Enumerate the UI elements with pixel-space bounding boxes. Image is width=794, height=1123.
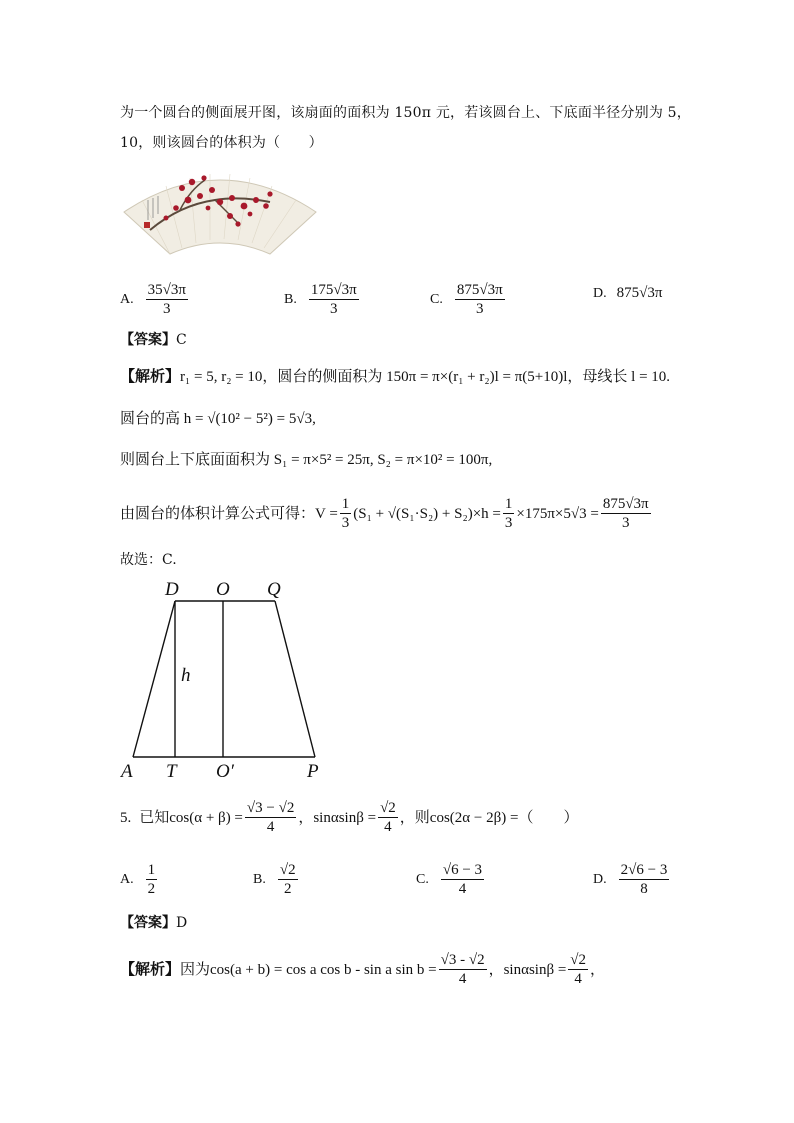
q4-analysis-line2: 圆台的高 h = √(10² − 5²) = 5√3, xyxy=(120,411,316,427)
q5-choice-d[interactable] xyxy=(593,862,671,897)
q4-analysis-line3: 则圆台上下底面面积为 S₁ = π×5² = 25π, S₂ = π×10² = 100π, xyxy=(120,452,493,468)
three: 3 xyxy=(341,515,350,531)
choice-label: A. xyxy=(120,871,134,887)
choice-numerator: √2 xyxy=(279,862,296,878)
choice-denominator: 3 xyxy=(476,301,484,317)
choice-denominator: 3 xyxy=(330,301,338,317)
answer-tag: 【答案】 xyxy=(120,915,176,931)
choice-numerator: √6 − 3 xyxy=(442,862,483,878)
choice-label: B. xyxy=(253,871,266,887)
q5-number: 5. xyxy=(120,809,132,826)
analysis-text: r₁ = 5, r₂ = 10，圆台的侧面积为 150π = π×(r₁ + r₂)l = π(5+10)l，母线长 l = 10. xyxy=(180,369,671,385)
q5-stem-num2: √2 xyxy=(380,800,396,816)
choice-numerator: 35√3π xyxy=(147,282,186,298)
frustum-cross-section-diagram xyxy=(115,575,335,785)
q5-stem-den1: 4 xyxy=(266,819,275,835)
q5-choice-b[interactable] xyxy=(253,862,300,897)
label-a: A xyxy=(121,761,133,782)
volume-formula-mid: ×175π×5√3 = xyxy=(516,505,599,522)
q5-choice-c[interactable] xyxy=(416,862,486,897)
q5-answer xyxy=(120,913,187,933)
three-b: 3 xyxy=(504,515,513,531)
volume-formula-prefix: 由圆台的体积计算公式可得：V = xyxy=(120,505,338,522)
analysis-tag: 【解析】 xyxy=(120,369,181,385)
choice-label: D. xyxy=(593,871,607,887)
choice-denominator: 4 xyxy=(458,881,467,897)
q4-stem-line2: 10，则该圆台的体积为（ ） xyxy=(120,135,323,151)
label-t: T xyxy=(166,761,177,782)
q5-analysis-a: 因为cos(a + b) = cos a cos b - sin a sin b = xyxy=(180,961,437,978)
q5-choice-a[interactable] xyxy=(120,862,159,897)
q4-conclusion: 故选：C. xyxy=(120,552,177,568)
analysis-tag: 【解析】 xyxy=(120,961,181,978)
answer-value: D xyxy=(176,915,188,931)
q4-choice-a[interactable] xyxy=(120,282,190,317)
label-p: P xyxy=(307,761,319,782)
q5-analysis xyxy=(120,952,605,987)
q5-analysis-num1: √3 - √2 xyxy=(440,952,485,968)
choice-denominator: 2 xyxy=(283,881,292,897)
q4-choice-d[interactable] xyxy=(593,285,662,302)
one: 1 xyxy=(341,496,350,512)
choice-label: C. xyxy=(430,291,443,307)
q4-choice-c[interactable] xyxy=(430,282,507,317)
q5-stem-den2: 4 xyxy=(384,819,392,835)
choice-numerator: 175√3π xyxy=(310,282,357,298)
label-q: Q xyxy=(267,579,281,600)
choice-label: C. xyxy=(416,871,429,887)
q5-analysis-den2: 4 xyxy=(574,971,582,987)
q5-stem-b: ，sinαsinβ = xyxy=(298,809,377,826)
label-o-prime: O′ xyxy=(216,761,234,782)
label-o: O xyxy=(216,579,230,600)
choice-denominator: 8 xyxy=(640,881,648,897)
q4-analysis-line4 xyxy=(120,496,653,531)
q4-answer xyxy=(120,330,187,350)
choice-label: A. xyxy=(120,291,134,307)
plum-blossom-fan-image xyxy=(120,160,320,260)
q5-analysis-b: ，sinαsinβ = xyxy=(488,961,567,978)
q4-stem-line1: 为一个圆台的侧面展开图，该扇面的面积为 150π 元，若该圆台上、下底面半径分别为 5， xyxy=(120,105,691,121)
answer-value: C xyxy=(176,332,187,348)
q5-analysis-num2: √2 xyxy=(570,952,587,968)
q4-choice-b[interactable] xyxy=(284,282,361,317)
choice-value: 875√3π xyxy=(616,285,663,301)
choice-label: D. xyxy=(593,285,607,301)
result-denominator: 3 xyxy=(621,515,630,531)
q5-analysis-c: ， xyxy=(590,961,606,978)
choice-denominator: 2 xyxy=(147,881,156,897)
q5-stem-a: 已知cos(α + β) = xyxy=(139,809,243,826)
q4-analysis-line1 xyxy=(120,367,670,387)
label-h: h xyxy=(181,665,191,686)
choice-numerator: 875√3π xyxy=(456,282,503,298)
result-numerator: 875√3π xyxy=(602,496,649,512)
q5-stem-num1: √3 − √2 xyxy=(246,800,295,816)
choice-denominator: 3 xyxy=(163,301,171,317)
one-b: 1 xyxy=(504,496,513,512)
choice-numerator: 2√6 − 3 xyxy=(620,862,668,878)
label-d: D xyxy=(165,579,179,600)
choice-label: B. xyxy=(284,291,297,307)
q5-stem xyxy=(120,800,578,835)
q5-analysis-den1: 4 xyxy=(458,971,467,987)
choice-numerator: 1 xyxy=(147,862,156,878)
volume-formula-body: (S₁ + √(S₁·S₂) + S₂)×h = xyxy=(353,505,501,522)
answer-tag: 【答案】 xyxy=(120,332,176,348)
q5-stem-c: ，则cos(2α − 2β) =（ ） xyxy=(399,809,579,826)
